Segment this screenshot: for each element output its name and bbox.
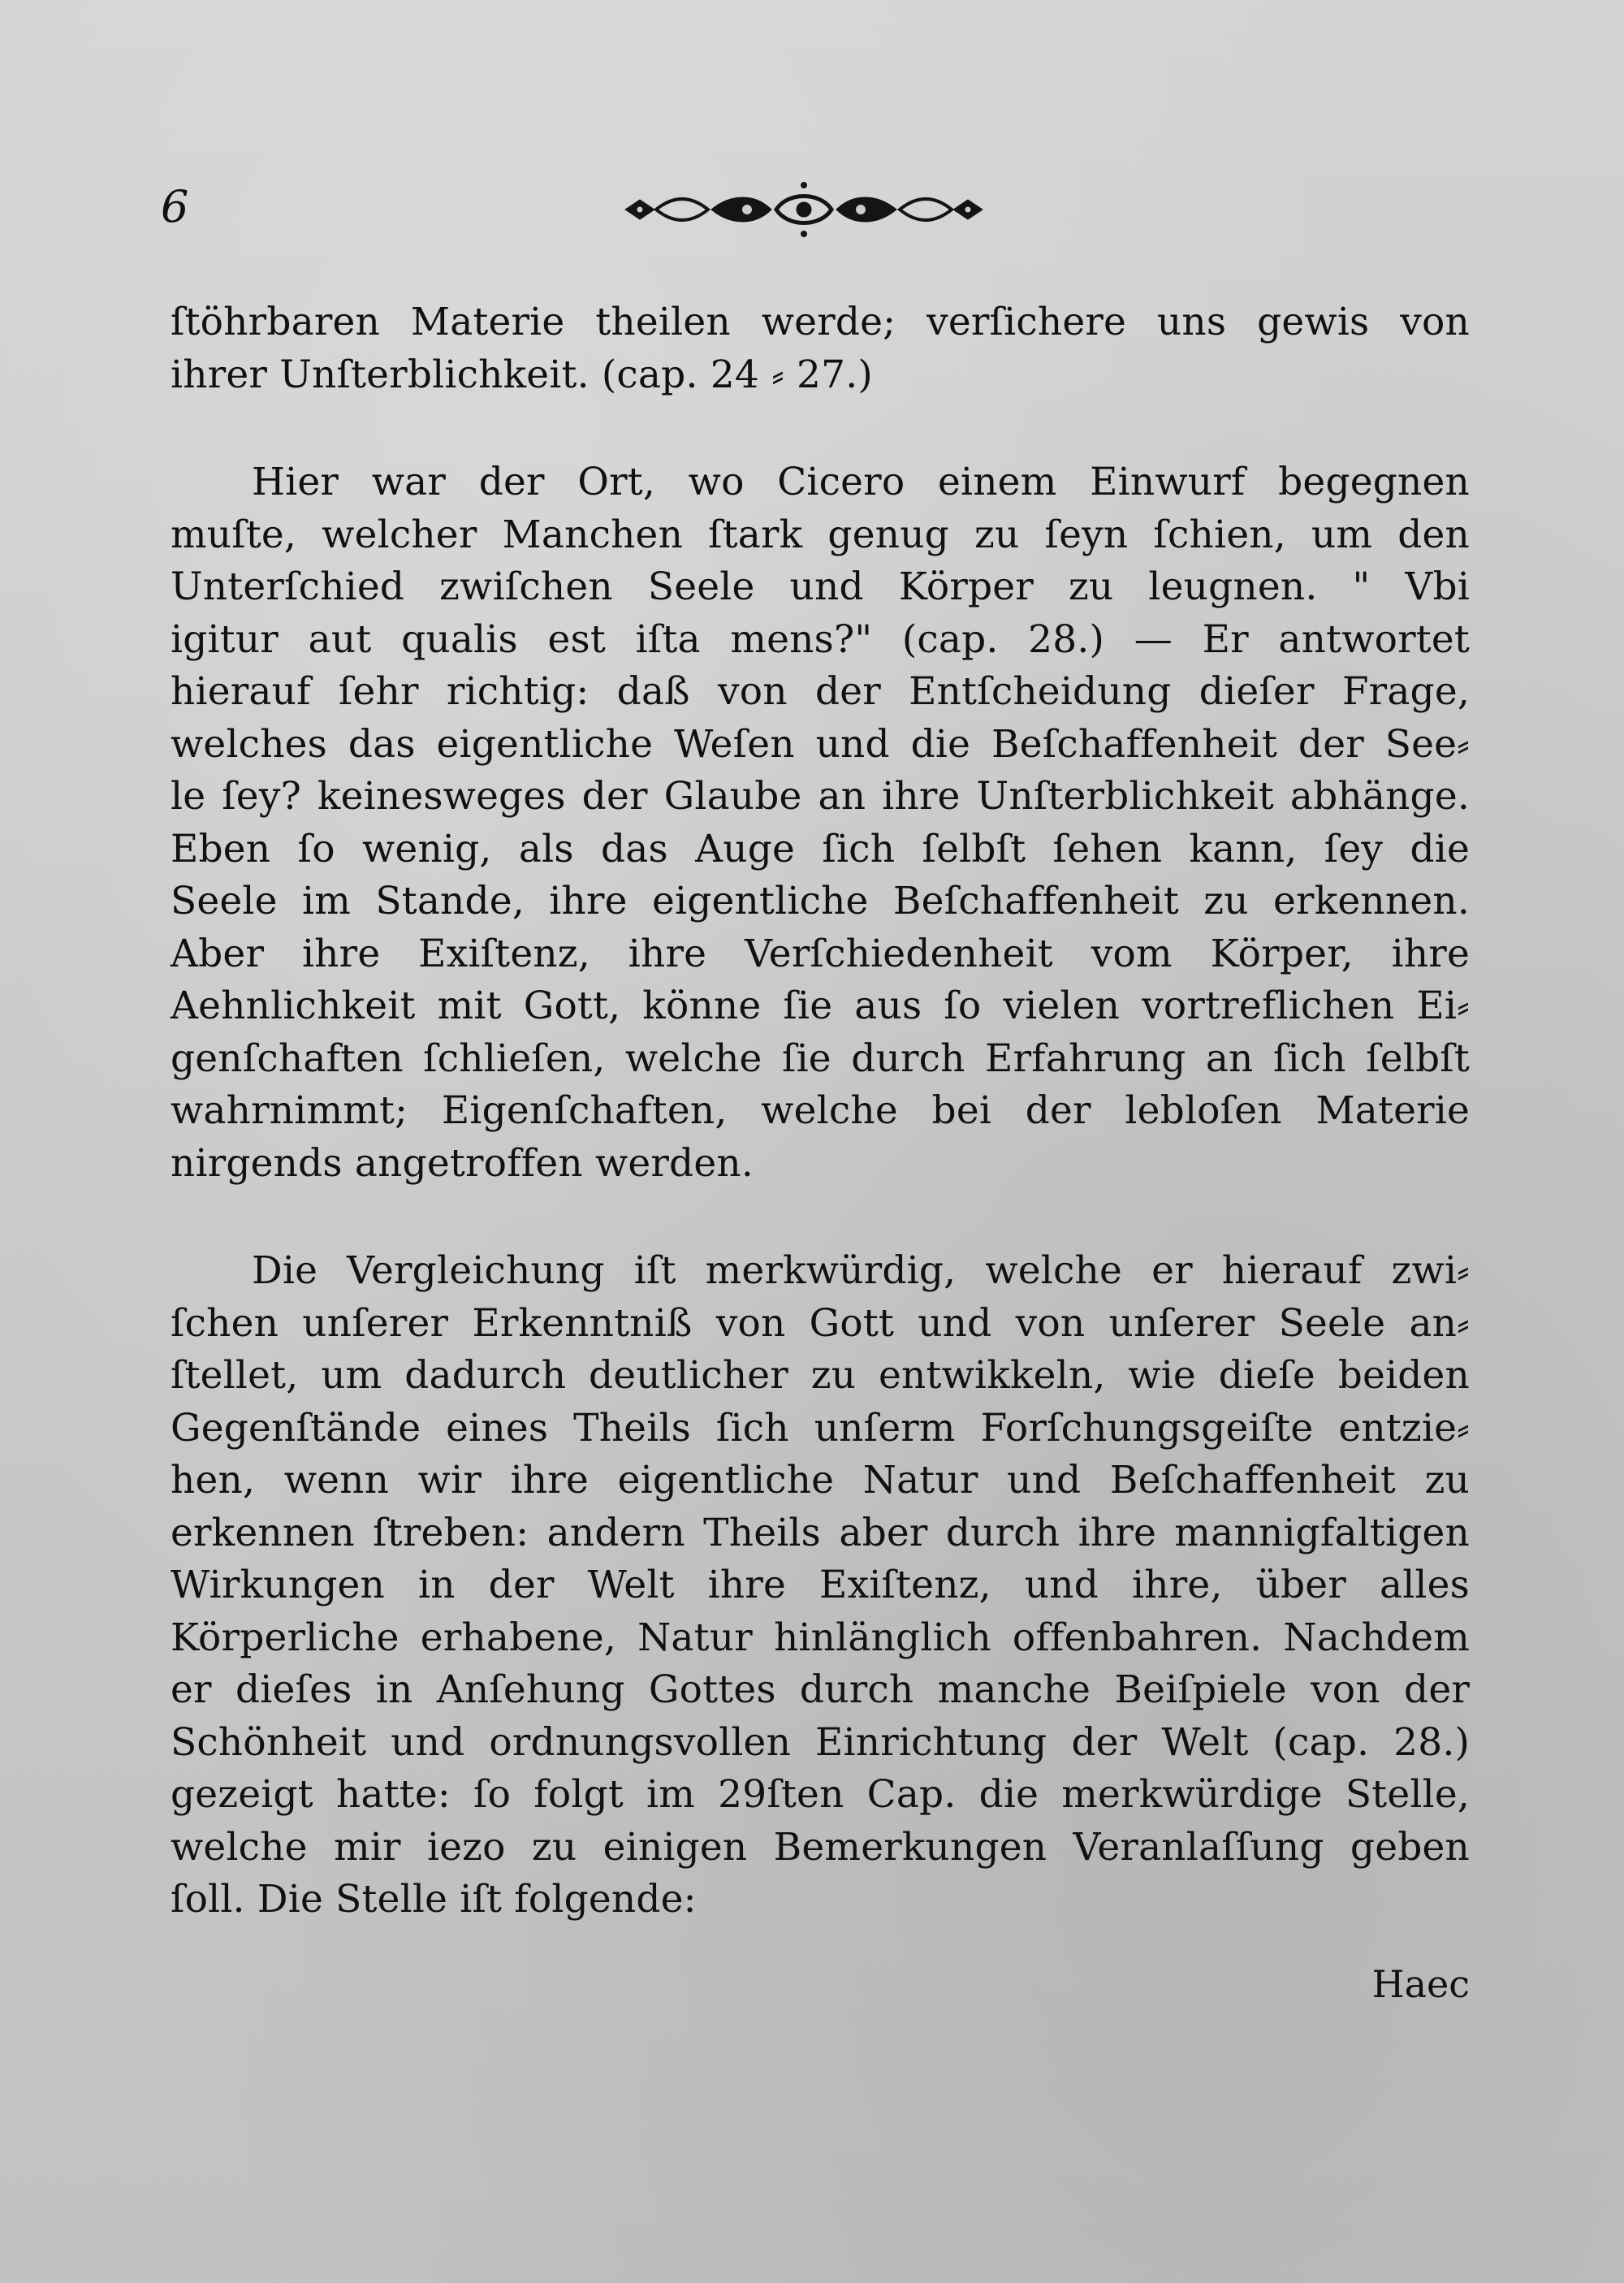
text-line: Unterſchied zwiſchen Seele und Körper zu leugnen. " Vbi [171,564,1470,609]
text-line: hen, wenn wir ihre eigentliche Natur und Beſchaffenheit zu [171,1458,1470,1503]
text-line: hierauf ſehr richtig: daß von der Entſcheidung dieſer Frage, [171,669,1470,714]
text-line: ihrer Unſterblichkeit. (cap. 24 ⸗ 27.) [171,352,873,397]
text-line: genſchaften ſchlieſen, welche ſie durch Erfahrung an ſich ſelbſt [171,1036,1470,1081]
text-line: nirgends angetroffen werden. [171,1140,754,1186]
text-line: le ſey? keinesweges der Glaube an ihre Unſterblichkeit abhänge. [171,774,1470,819]
page-body [171,296,1470,1926]
text-line: Aehnlichkeit mit Gott, könne ſie aus ſo vielen vortreflichen Ei⸗ [171,984,1470,1028]
page-number: 6 [161,181,189,232]
decorative-ornament-icon [617,177,991,242]
text-line: Hier war der Ort, wo Cicero einem Einwurf begegnen [252,460,1470,504]
paragraph-3 [171,1245,1470,1926]
text-line: welche mir iezo zu einigen Bemerkungen Veranlaſſung geben [171,1824,1470,1870]
text-line: erkennen ſtreben: andern Theils aber durch ihre mannigfaltigen [171,1510,1470,1555]
text-line: er dieſes in Anſehung Gottes durch manche Beiſpiele von der [171,1667,1470,1712]
text-line: igitur aut qualis est iſta mens?" (cap. 28.) — Er antwortet [171,616,1470,662]
text-line: gezeigt hatte: ſo folgt im 29ſten Cap. die merkwürdige Stelle, [171,1772,1470,1817]
text-line: muſte, welcher Manchen ſtark genug zu ſeyn ſchien, um den [171,512,1470,557]
paragraph-2 [171,456,1470,1190]
catchword: Haec [1371,1962,1470,2006]
paragraph-1 [171,296,1470,401]
text-line: welches das eigentliche Weſen und die Beſchaffenheit der See⸗ [171,721,1470,767]
text-line: ſtöhrbaren Materie theilen werde; verſichere uns gewis von [171,300,1470,344]
text-line: Schönheit und ordnungsvollen Einrichtung der Welt (cap. 28.) [171,1719,1470,1765]
text-line: Seele im Stande, ihre eigentliche Beſchaffenheit zu erkennen. [171,879,1470,923]
text-line: Eben ſo wenig, als das Auge ſich ſelbſt ſehen kann, ſey die [171,826,1470,871]
text-line: ſtellet, um dadurch deutlicher zu entwikkeln, wie dieſe beiden [171,1353,1470,1398]
text-line: wahrnimmt; Eigenſchaften, welche bei der lebloſen Materie [171,1088,1470,1133]
text-line: Aber ihre Exiſtenz, ihre Verſchiedenheit vom Körper, ihre [171,931,1470,976]
text-line: Gegenſtände eines Theils ſich unſerm Forſchungsgeiſte entzie⸗ [171,1405,1470,1451]
text-line: Wirkungen in der Welt ihre Exiſtenz, und ihre, über alles [171,1563,1470,1607]
text-line: Die Vergleichung iſt merkwürdig, welche er hierauf zwi⸗ [252,1248,1470,1293]
text-line: Körperliche erhabene, Natur hinlänglich offenbahren. Nachdem [171,1615,1470,1660]
text-line: ſchen unſerer Erkenntniß von Gott und von unſerer Seele an⸗ [171,1300,1470,1346]
text-line: ſoll. Die Stelle iſt folgende: [171,1877,697,1922]
